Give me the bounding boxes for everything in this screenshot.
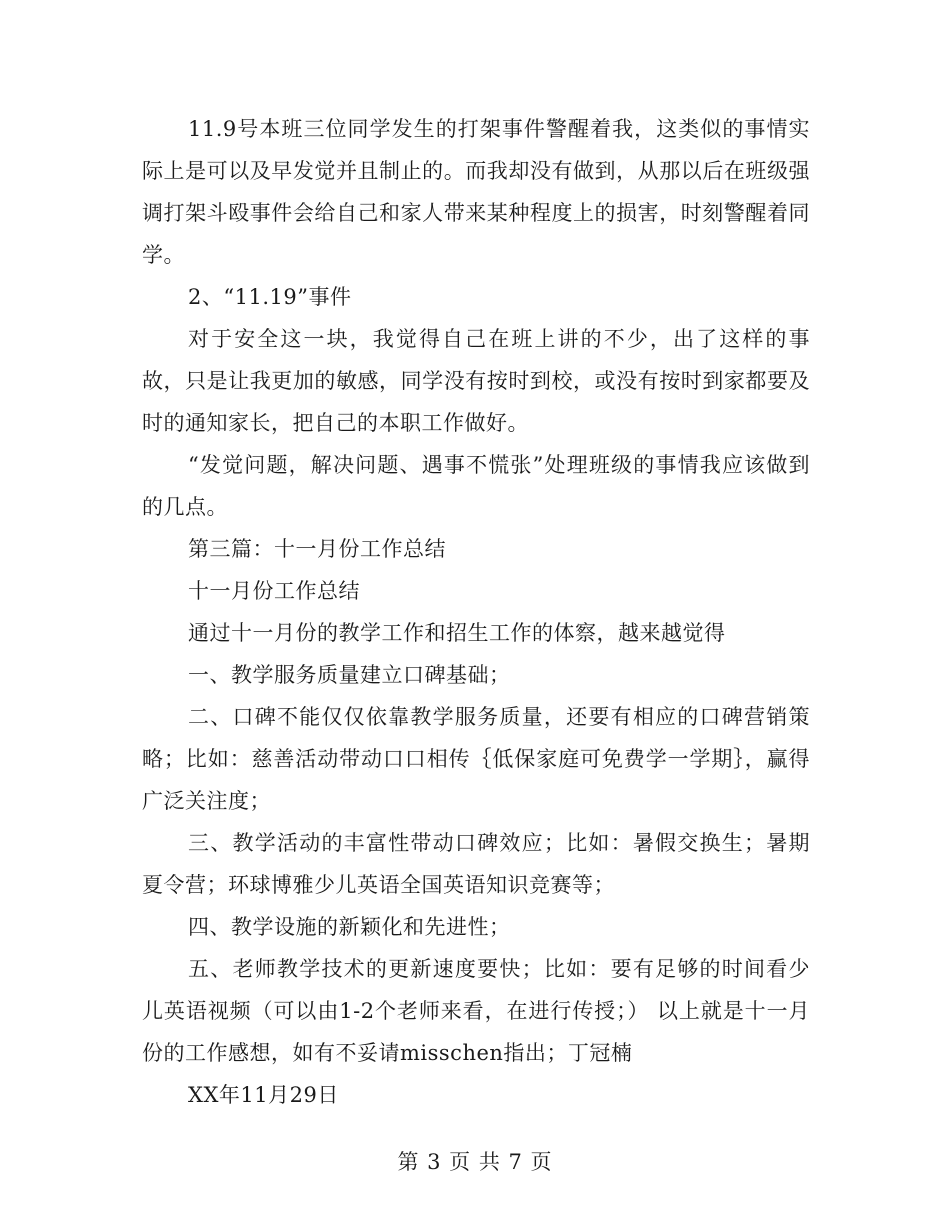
paragraph-heading-1119-incident: 2、“11.19”事件	[188, 285, 352, 309]
paragraph-fight-incident: 11.9号本班三位同学发生的打架事件警醒着我，这类似的事情实际上是可以及早发觉并且制止的。而我却没有做到，从那以后在班级强调打架斗殴事件会给自己和家人带来某种程度上的损害，时刻警醒着同学。	[142, 117, 810, 267]
paragraph-safety: 对于安全这一块，我觉得自己在班上讲的不少，出了这样的事故，只是让我更加的敏感，同学没有按时到校，或没有按时到家都要及时的通知家长，把自己的本职工作做好。	[142, 327, 810, 435]
paragraph-point-five: 五、老师教学技术的更新速度要快；比如：要有足够的时间看少儿英语视频（可以由1-2个老师来看，在进行传授；） 以上就是十一月份的工作感想，如有不妥请misschen指出；丁冠楠	[142, 957, 810, 1065]
paragraph-intro: 通过十一月份的教学工作和招生工作的体察，越来越觉得	[188, 621, 726, 645]
paragraph-date: XX年11月29日	[188, 1083, 339, 1107]
paragraph-point-two: 二、口碑不能仅仅依靠教学服务质量，还要有相应的口碑营销策略；比如：慈善活动带动口口相传｛低保家庭可免费学一学期｝，赢得广泛关注度；	[142, 705, 810, 813]
document-body	[142, 108, 810, 1116]
paragraph-part-three-heading: 第三篇：十一月份工作总结	[188, 537, 446, 561]
paragraph-motto: “发觉问题，解决问题、遇事不慌张”处理班级的事情我应该做到的几点。	[142, 453, 810, 519]
paragraph-point-one: 一、教学服务质量建立口碑基础；	[188, 663, 511, 687]
paragraph-summary-title: 十一月份工作总结	[188, 579, 360, 603]
page-number-footer: 第 3 页 共 7 页	[397, 1150, 553, 1174]
paragraph-point-three: 三、教学活动的丰富性带动口碑效应；比如：暑假交换生；暑期夏令营；环球博雅少儿英语全国英语知识竞赛等；	[142, 831, 810, 897]
paragraph-point-four: 四、教学设施的新颖化和先进性；	[188, 915, 511, 939]
